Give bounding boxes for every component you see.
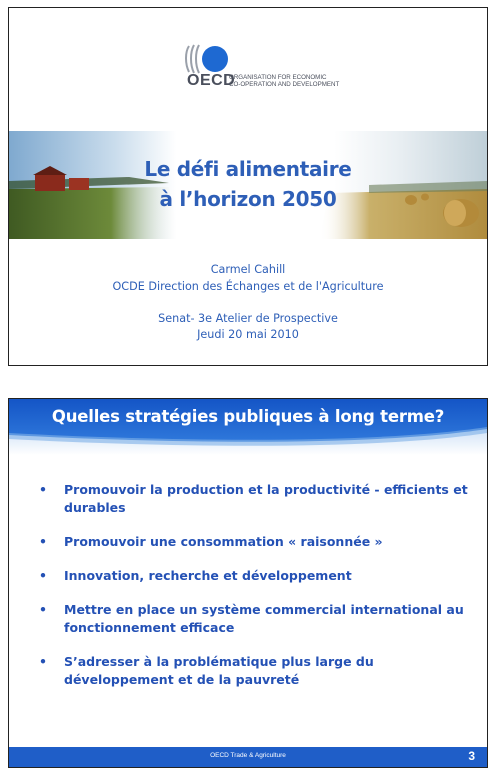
slide-title [109,154,387,214]
page-number: 3 [468,749,475,763]
bullet-text-line2: durables [64,500,126,515]
bullet-item [39,601,469,637]
bullet-point-icon: • [39,534,47,549]
bullet-item [39,481,469,517]
barn [35,175,65,191]
bullet-text-line1: S’adresser à la problématique plus large du [64,654,374,669]
event-date: Jeudi 20 mai 2010 [197,328,299,341]
oecd-logo [179,42,349,92]
oecd-org-line2: CO-OPERATION AND DEVELOPMENT [229,81,340,88]
oecd-logo-mark [179,42,239,76]
slide-title-line1: Le défi alimentaire [144,157,352,181]
bullet-text-line1: Mettre en place un système commercial international au [64,602,464,617]
slide-title-line2: à l’horizon 2050 [159,187,337,211]
content-slide [8,398,488,768]
presenter-affiliation: OCDE Direction des Échanges et de l'Agriculture [112,280,384,293]
oecd-org-line1: ORGANISATION FOR ECONOMIC [229,74,327,81]
bullet-item [39,567,469,585]
bullet-item [39,533,469,551]
slide-heading: Quelles stratégies publiques à long terme? [51,407,445,426]
bullet-list [39,481,469,705]
footer-text: OECD Trade & Agriculture [210,752,286,759]
oecd-organisation-name [229,74,369,88]
event-name: Senat- 3e Atelier de Prospective [158,312,338,325]
bullet-point-icon: • [39,482,47,497]
bullet-text-line1: Promouvoir la production et la productivité - efficients et [64,482,468,497]
title-slide [8,7,488,366]
bullet-text-line2: fonctionnement efficace [64,620,235,635]
bullet-point-icon: • [39,602,47,617]
bullet-text-line1: Promouvoir une consommation « raisonnée » [64,534,383,549]
slide-footer [9,747,487,767]
oecd-wordmark: OECD [187,72,236,89]
bullet-item [39,653,469,689]
bullet-point-icon: • [39,654,47,669]
bullet-text-line1: Innovation, recherche et développement [64,568,352,583]
bullet-text-line2: développement et de la pauvreté [64,672,300,687]
presenter-name: Carmel Cahill [210,263,286,276]
bullet-point-icon: • [39,568,47,583]
